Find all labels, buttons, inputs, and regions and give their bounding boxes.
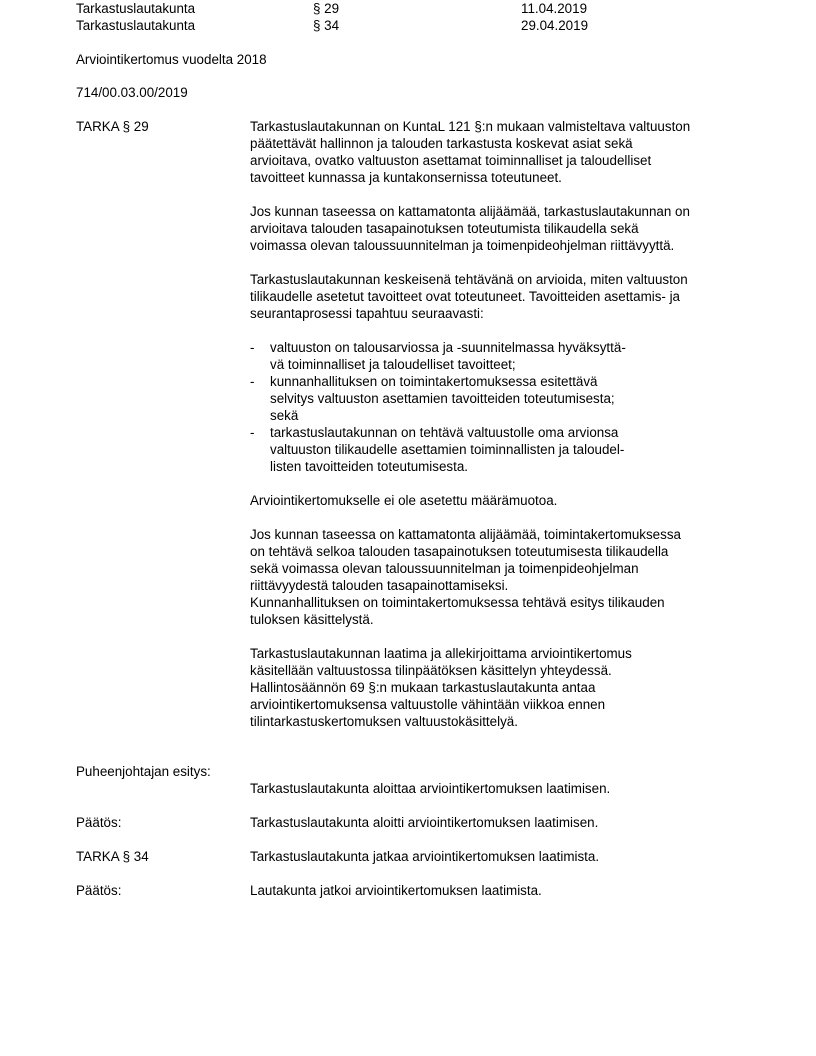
bullet-line: vä toiminnalliset ja taloudelliset tavoitteet; (270, 357, 516, 372)
bullet-line: listen tavoitteiden toteutumisesta. (270, 459, 468, 474)
paragraph-line: Jos kunnan taseessa on kattamatonta alijäämää, tarkastuslautakunnan on (250, 204, 690, 219)
bullet-line: sekä (270, 408, 299, 423)
decision-text: Tarkastuslautakunta aloitti arviointikertomuksen laatimisen. (250, 815, 599, 830)
header-row-section: § 34 (313, 18, 340, 33)
paragraph-line: arviointikertomuksensa valtuustolle vähintään viikkoa ennen (250, 697, 606, 712)
paragraph-line: tavoitteet kunnassa ja kuntakonsernissa toteutuneet. (250, 170, 562, 185)
bullet-line: selvitys valtuuston asettamien tavoitteiden toteutumisesta; (270, 391, 615, 406)
proposal-label: Puheenjohtajan esitys: (76, 764, 211, 779)
header-row-body: Tarkastuslautakunta (76, 1, 196, 16)
paragraph-line: tilintarkastuskertomuksen valtuustokäsittelyä. (250, 714, 518, 729)
paragraph-line: Arviointikertomukselle ei ole asetettu määrämuotoa. (250, 493, 558, 508)
paragraph-line: Tarkastuslautakunnan laatima ja allekirjoittama arviointikertomus (250, 646, 632, 661)
paragraph-line: Hallintosäännön 69 §:n mukaan tarkastuslautakunta antaa (250, 680, 596, 695)
paragraph-line: riittävyydestä talouden tasapainottamiseksi. (250, 578, 509, 593)
bullet-marker: - (250, 340, 255, 355)
paragraph-line: Jos kunnan taseessa on kattamatonta alijäämää, toimintakertomuksessa (250, 527, 681, 542)
proposal-text: Tarkastuslautakunta aloittaa arviointikertomuksen laatimisen. (250, 781, 611, 796)
header-row-date: 11.04.2019 (521, 1, 588, 16)
bullet-line: valtuuston tilikaudelle asettamien toiminnallisten ja taloudel- (270, 442, 625, 457)
decision-text: Lautakunta jatkoi arviointikertomuksen laatimista. (250, 883, 542, 898)
paragraph-line: voimassa olevan taloussuunnitelman ja toimenpideohjelman riittävyyttä. (250, 238, 675, 253)
header-row-section: § 29 (313, 1, 340, 16)
decision-label: Päätös: (76, 815, 122, 830)
paragraph-line: Tarkastuslautakunnan keskeisenä tehtävänä on arvioida, miten valtuuston (250, 272, 688, 287)
paragraph-line: Kunnanhallituksen on toimintakertomuksessa tehtävä esitys tilikauden (250, 595, 665, 610)
bullet-line: kunnanhallituksen on toimintakertomuksessa esitettävä (270, 374, 598, 389)
paragraph-line: Tarkastuslautakunnan on KuntaL 121 §:n mukaan valmisteltava valtuuston (250, 119, 691, 134)
header-row-body: Tarkastuslautakunta (76, 18, 196, 33)
document-title: Arviointikertomus vuodelta 2018 (76, 52, 267, 67)
decision-label: Päätös: (76, 883, 122, 898)
paragraph-line: tuloksen käsittelystä. (250, 612, 374, 627)
bullet-marker: - (250, 374, 255, 389)
paragraph-line: käsitellään valtuustossa tilinpäätöksen käsittelyn yhteydessä. (250, 663, 612, 678)
bullet-marker: - (250, 425, 255, 440)
section-label-tarka-34: TARKA § 34 (76, 849, 149, 864)
section-text-tarka-34: Tarkastuslautakunta jatkaa arviointikertomuksen laatimista. (250, 849, 600, 864)
reference-number: 714/00.03.00/2019 (76, 85, 188, 100)
paragraph-line: tilikaudelle asetetut tavoitteet ovat toteutuneet. Tavoitteiden asettamis- ja (250, 289, 681, 304)
bullet-line: tarkastuslautakunnan on tehtävä valtuustolle oma arvionsa (270, 425, 619, 440)
paragraph-line: arvioitava, ovatko valtuuston asettamat toiminnalliset ja taloudelliset (250, 153, 652, 168)
paragraph-line: päätettävät hallinnon ja talouden tarkastusta koskevat asiat sekä (250, 136, 633, 151)
header-row-date: 29.04.2019 (521, 18, 589, 33)
section-label-tarka-29: TARKA § 29 (76, 119, 149, 134)
paragraph-line: on tehtävä selkoa talouden tasapainotuksen toteutumisesta tilikaudella (250, 544, 669, 559)
paragraph-line: sekä voimassa olevan taloussuunnitelman ja toimenpideohjelman (250, 561, 639, 576)
paragraph-line: seurantaprosessi tapahtuu seuraavasti: (250, 306, 484, 321)
bullet-line: valtuuston on talousarviossa ja -suunnitelmassa hyväksyttä- (270, 340, 626, 355)
paragraph-line: arvioitava talouden tasapainotuksen toteutumista tilikaudella sekä (250, 221, 639, 236)
